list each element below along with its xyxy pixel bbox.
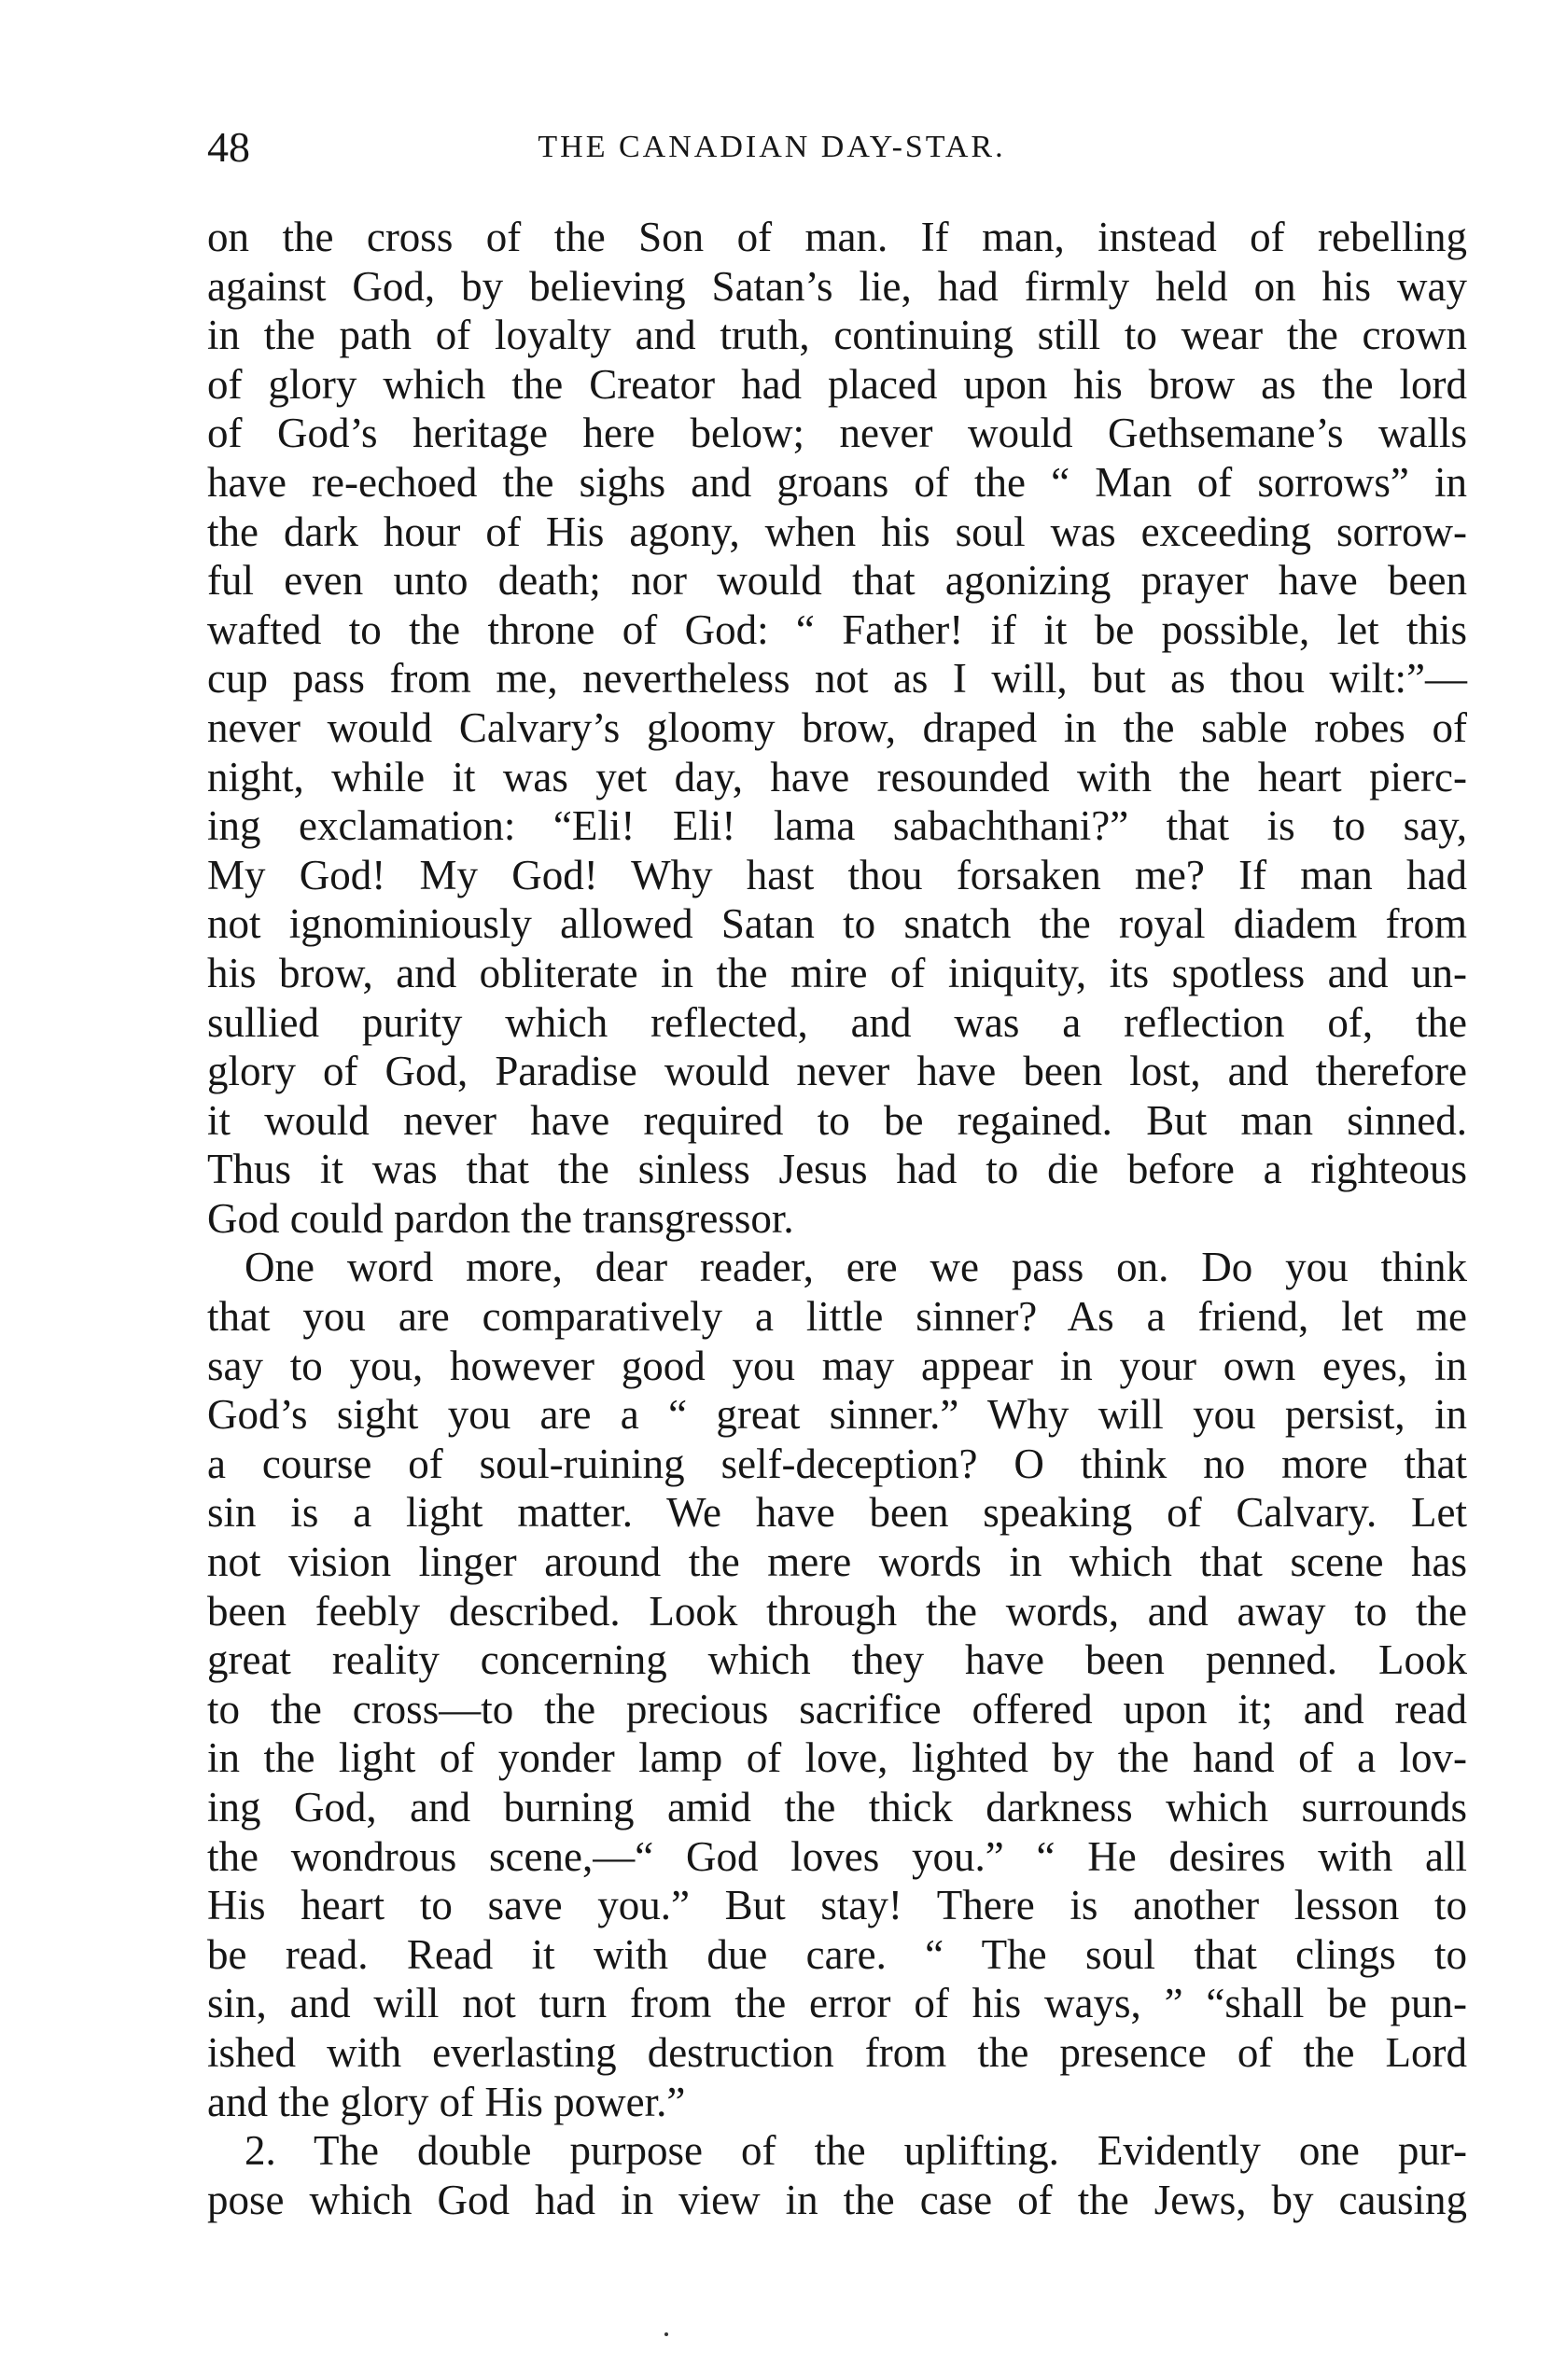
text-line: have re-echoed the sighs and groans of the “ Man of sorrows” in [207,458,1467,506]
page-number: 48 [207,123,250,171]
text-line: God could pardon the transgressor. [207,1194,794,1242]
text-line: a course of soul-ruining self-deception? O think no more that [207,1440,1467,1487]
text-line: that you are comparatively a little sinner? As a friend, let me [207,1293,1467,1341]
text-line: My God! My God! Why hast thou forsaken me? If man had [207,851,1467,898]
text-line: ished with everlasting destruction from the presence of the Lord [207,2028,1467,2076]
text-line: against God, by believing Satan’s lie, had firmly held on his way [207,262,1467,310]
text-line: wafted to the throne of God: “ Father! if it be possible, let this [207,605,1467,653]
text-line: cup pass from me, nevertheless not as I will, but as thou wilt:”— [207,655,1467,703]
paragraph-start-line: 2. The double purpose of the uplifting. Evidently one pur- [245,2127,1467,2175]
text-line: on the cross of the Son of man. If man, instead of rebelling [207,214,1467,260]
print-speck [664,2332,668,2336]
text-line: ing exclamation: “Eli! Eli! lama sabachthani?” that is to say, [207,802,1467,850]
text-line: been feebly described. Look through the words, and away to the [207,1587,1467,1635]
text-line: ing God, and burning amid the thick darkness which surrounds [207,1784,1467,1830]
text-line: it would never have required to be regained. But man sinned. [207,1096,1467,1144]
text-line: sin, and will not turn from the error of his ways, ” “shall be pun- [207,1980,1467,2027]
text-line: His heart to save you.” But stay! There is another lesson to [207,1882,1467,1929]
text-line: his brow, and obliterate in the mire of iniquity, its spotless and un- [207,949,1467,996]
page-header [207,119,1467,175]
text-line: in the path of loyalty and truth, continuing still to wear the crown [207,312,1467,359]
text-line: sullied purity which reflected, and was a reflection of, the [207,998,1467,1046]
paragraph-start-line: One word more, dear reader, ere we pass on. Do you think [245,1244,1467,1291]
text-line: say to you, however good you may appear in your own eyes, in [207,1342,1467,1389]
text-line: ful even unto death; nor would that agonizing prayer have been [207,557,1467,605]
text-line: to the cross—to the precious sacrifice offered upon it; and read [207,1685,1467,1733]
running-title: THE CANADIAN DAY-STAR. [538,130,1006,164]
text-line: not vision linger around the mere words in which that scene has [207,1538,1467,1586]
text-line: and the glory of His power.” [207,2078,686,2125]
text-line: never would Calvary’s gloomy brow, draped in the sable robes of [207,703,1467,751]
text-line: in the light of yonder lamp of love, lighted by the hand of a lov- [207,1734,1467,1782]
text-line: the dark hour of His agony, when his soul was exceeding sorrow- [207,508,1467,555]
text-line: glory of God, Paradise would never have been lost, and therefore [207,1048,1467,1095]
text-line: of glory which the Creator had placed upon his brow as the lord [207,360,1467,408]
body-text [207,213,1467,2224]
text-line: pose which God had in view in the case of the Jews, by causing [207,2176,1467,2223]
text-line: the wondrous scene,—“ God loves you.” “ He desires with all [207,1832,1467,1880]
text-line: Thus it was that the sinless Jesus had to die before a righteous [207,1146,1467,1193]
text-line: sin is a light matter. We have been speaking of Calvary. Let [207,1489,1467,1537]
text-line: be read. Read it with due care. “ The soul that clings to [207,1930,1467,1978]
text-line: not ignominiously allowed Satan to snatch the royal diadem from [207,900,1467,948]
text-line: night, while it was yet day, have resounded with the heart pierc- [207,753,1467,800]
text-line: of God’s heritage here below; never would Gethsemane’s walls [207,410,1467,457]
text-line: great reality concerning which they have been penned. Look [207,1636,1467,1684]
text-line: God’s sight you are a “ great sinner.” Why will you persist, in [207,1391,1467,1439]
